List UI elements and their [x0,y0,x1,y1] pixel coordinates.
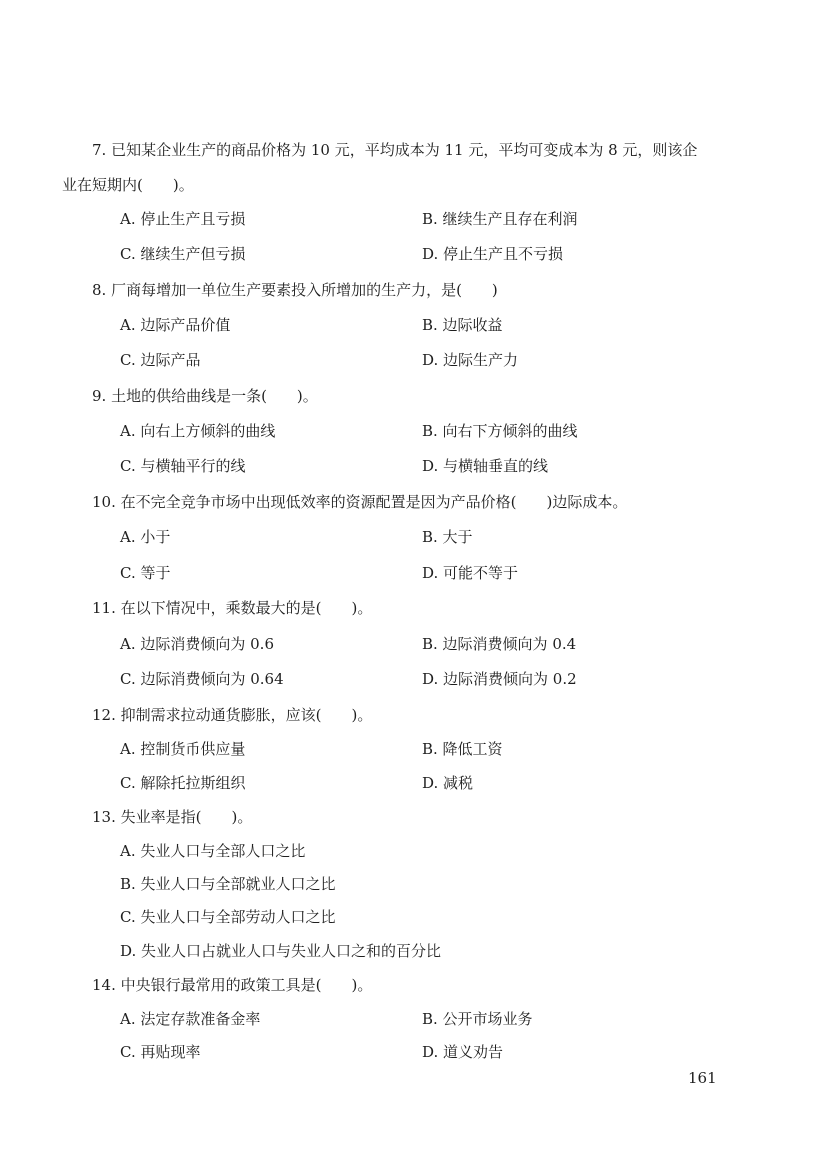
question-7-stem: 7. 已知某企业生产的商品价格为 10 元，平均成本为 11 元，平均可变成本为 8 元，则该企 [92,141,698,159]
question-12-stem: 12. 抑制需求拉动通货膨胀，应该( )。 [92,706,373,724]
question-14-option-c: C. 再贴现率 [120,1043,201,1061]
question-7-option-b: B. 继续生产且存在利润 [422,210,578,228]
question-14-option-d: D. 道义劝告 [422,1043,504,1061]
question-14-option-b: B. 公开市场业务 [422,1010,533,1028]
question-7-stem-continued: 业在短期内( )。 [62,176,194,194]
question-11-option-b: B. 边际消费倾向为 0.4 [422,635,577,653]
question-9-stem: 9. 土地的供给曲线是一条( )。 [92,387,318,405]
question-9-option-d: D. 与横轴垂直的线 [422,457,549,475]
question-8-stem: 8. 厂商每增加一单位生产要素投入所增加的生产力，是( ) [92,281,498,299]
question-7-option-d: D. 停止生产且不亏损 [422,245,564,263]
question-10-option-a: A. 小于 [120,528,171,546]
question-14-stem: 14. 中央银行最常用的政策工具是( )。 [92,976,373,994]
question-9-option-a: A. 向右上方倾斜的曲线 [120,422,276,440]
question-11-option-d: D. 边际消费倾向为 0.2 [422,670,577,688]
question-10-option-c: C. 等于 [120,564,171,582]
question-8-option-c: C. 边际产品 [120,351,201,369]
question-12-option-b: B. 降低工资 [422,740,503,758]
question-10-option-b: B. 大于 [422,528,473,546]
question-8-option-b: B. 边际收益 [422,316,503,334]
question-9-option-b: B. 向右下方倾斜的曲线 [422,422,578,440]
question-7-option-c: C. 继续生产但亏损 [120,245,246,263]
question-8-option-d: D. 边际生产力 [422,351,519,369]
question-13-stem: 13. 失业率是指( )。 [92,808,253,826]
question-9-option-c: C. 与横轴平行的线 [120,457,246,475]
page-number: 161 [688,1069,717,1087]
question-12-option-d: D. 减税 [422,774,474,792]
question-10-stem: 10. 在不完全竞争市场中出现低效率的资源配置是因为产品价格( )边际成本。 [92,493,628,511]
question-13-option-d: D. 失业人口占就业人口与失业人口之和的百分比 [120,942,442,960]
question-11-option-c: C. 边际消费倾向为 0.64 [120,670,284,688]
question-13-option-a: A. 失业人口与全部人口之比 [120,842,306,860]
question-11-stem: 11. 在以下情况中，乘数最大的是( )。 [92,599,373,617]
question-11-option-a: A. 边际消费倾向为 0.6 [120,635,274,653]
question-13-option-c: C. 失业人口与全部劳动人口之比 [120,908,336,926]
question-7-option-a: A. 停止生产且亏损 [120,210,246,228]
question-12-option-a: A. 控制货币供应量 [120,740,246,758]
question-13-option-b: B. 失业人口与全部就业人口之比 [120,875,336,893]
question-8-option-a: A. 边际产品价值 [120,316,231,334]
question-10-option-d: D. 可能不等于 [422,564,519,582]
question-12-option-c: C. 解除托拉斯组织 [120,774,246,792]
question-14-option-a: A. 法定存款准备金率 [120,1010,261,1028]
